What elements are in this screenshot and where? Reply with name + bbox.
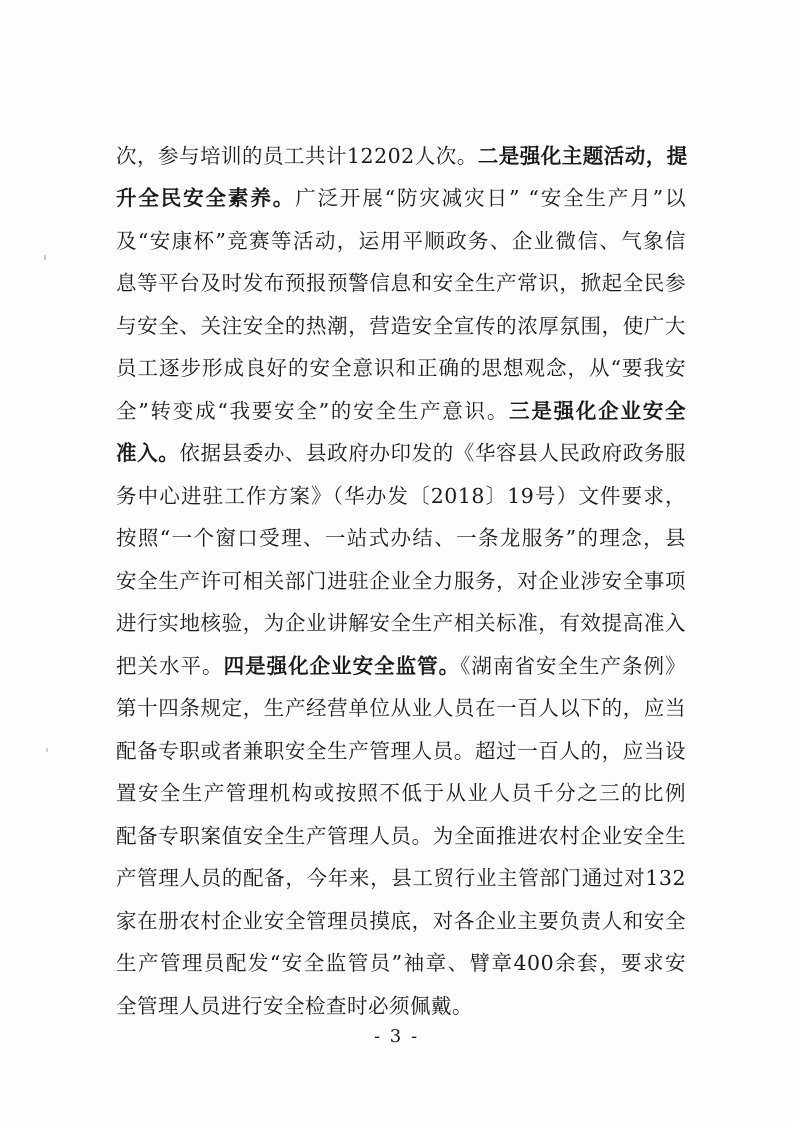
text-line-1 (116, 138, 686, 174)
line-text-after: 《湖南省安全生产条例》 (460, 654, 687, 678)
text-line-17 (116, 818, 686, 854)
text-line-12 (116, 605, 686, 641)
text-line-10 (116, 520, 686, 556)
text-line-13 (116, 648, 686, 684)
line-text: 员工逐步形成良好的安全意识和正确的思想观念，从“要我安 (116, 356, 686, 380)
line-text: 配备专职或者兼职安全生产管理人员。超过一百人的，应当设 (116, 739, 686, 763)
line-text: 次，参与培训的员工共计12202人次。 (116, 144, 478, 168)
line-text: 生产管理员配发“安全监管员”袖章、臂章400余套，要求安 (116, 951, 686, 975)
text-line-2 (116, 180, 686, 216)
line-text: 按照“一个窗口受理、一站式办结、一条龙服务”的理念，县 (116, 526, 686, 550)
text-line-6 (116, 350, 686, 386)
line-bold: 四是强化企业安全监管。 (223, 654, 461, 678)
line-text: 安全生产许可相关部门进驻企业全力服务，对企业涉安全事项 (116, 569, 686, 593)
line-bold: 升全民安全素养。 (116, 186, 296, 210)
line-text: 配备专职案值安全生产管理人员。为全面推进农村企业安全生 (116, 824, 686, 848)
line-text: 与安全、关注安全的热潮，营造安全宣传的浓厚氛围，使广大 (116, 314, 686, 338)
line-text: 广泛开展“防灾减灾日” “安全生产月”以 (295, 186, 687, 210)
line-text: 及“安康杯”竞赛等活动，运用平顺政务、企业微信、气象信 (116, 229, 686, 253)
text-line-4 (116, 265, 686, 301)
line-text: 进行实地核验，为企业讲解安全生产相关标准，有效提高准入 (116, 611, 686, 635)
line-text: 息等平台及时发布预报预警信息和安全生产常识，掀起全民参 (116, 271, 686, 295)
text-line-9 (116, 478, 686, 514)
line-bold: 二是强化主题活动，提 (477, 144, 688, 168)
text-line-7 (116, 393, 686, 429)
line-text: 产管理人员的配备，今年来，县工贸行业主管部门通过对132 (116, 866, 686, 890)
line-text: 第十四条规定，生产经营单位从业人员在一百人以下的，应当 (116, 696, 686, 720)
text-line-18 (116, 860, 686, 896)
text-line-19 (116, 903, 686, 939)
line-text: 家在册农村企业安全管理员摸底，对各企业主要负责人和安全 (116, 909, 686, 933)
text-line-14 (116, 690, 686, 726)
text-line-15 (116, 733, 686, 769)
scan-speck (46, 748, 48, 752)
text-line-16 (116, 775, 686, 811)
line-text: 全管理人员进行安全检查时必须佩戴。 (116, 994, 473, 1018)
text-line-8 (116, 435, 686, 471)
line-bold: 三是强化企业安全 (509, 399, 686, 423)
scan-speck (44, 255, 46, 260)
text-line-21 (116, 988, 686, 1024)
text-line-5 (116, 308, 686, 344)
page-number: - 3 - (373, 1026, 420, 1047)
text-line-3 (116, 223, 686, 259)
text-line-20 (116, 945, 686, 981)
line-text: 置安全生产管理机构或按照不低于从业人员千分之三的比例 (116, 781, 686, 805)
line-text: 把关水平。 (116, 654, 224, 678)
line-bold: 准入。 (116, 441, 180, 465)
line-text: 务中心进驻工作方案》（华办发〔2018〕19号）文件要求， (116, 484, 686, 508)
line-text: 全”转变成“我要安全”的安全生产意识。 (116, 399, 510, 423)
text-line-11 (116, 563, 686, 599)
line-text: 依据县委办、县政府办印发的《华容县人民政府政务服 (179, 441, 687, 465)
